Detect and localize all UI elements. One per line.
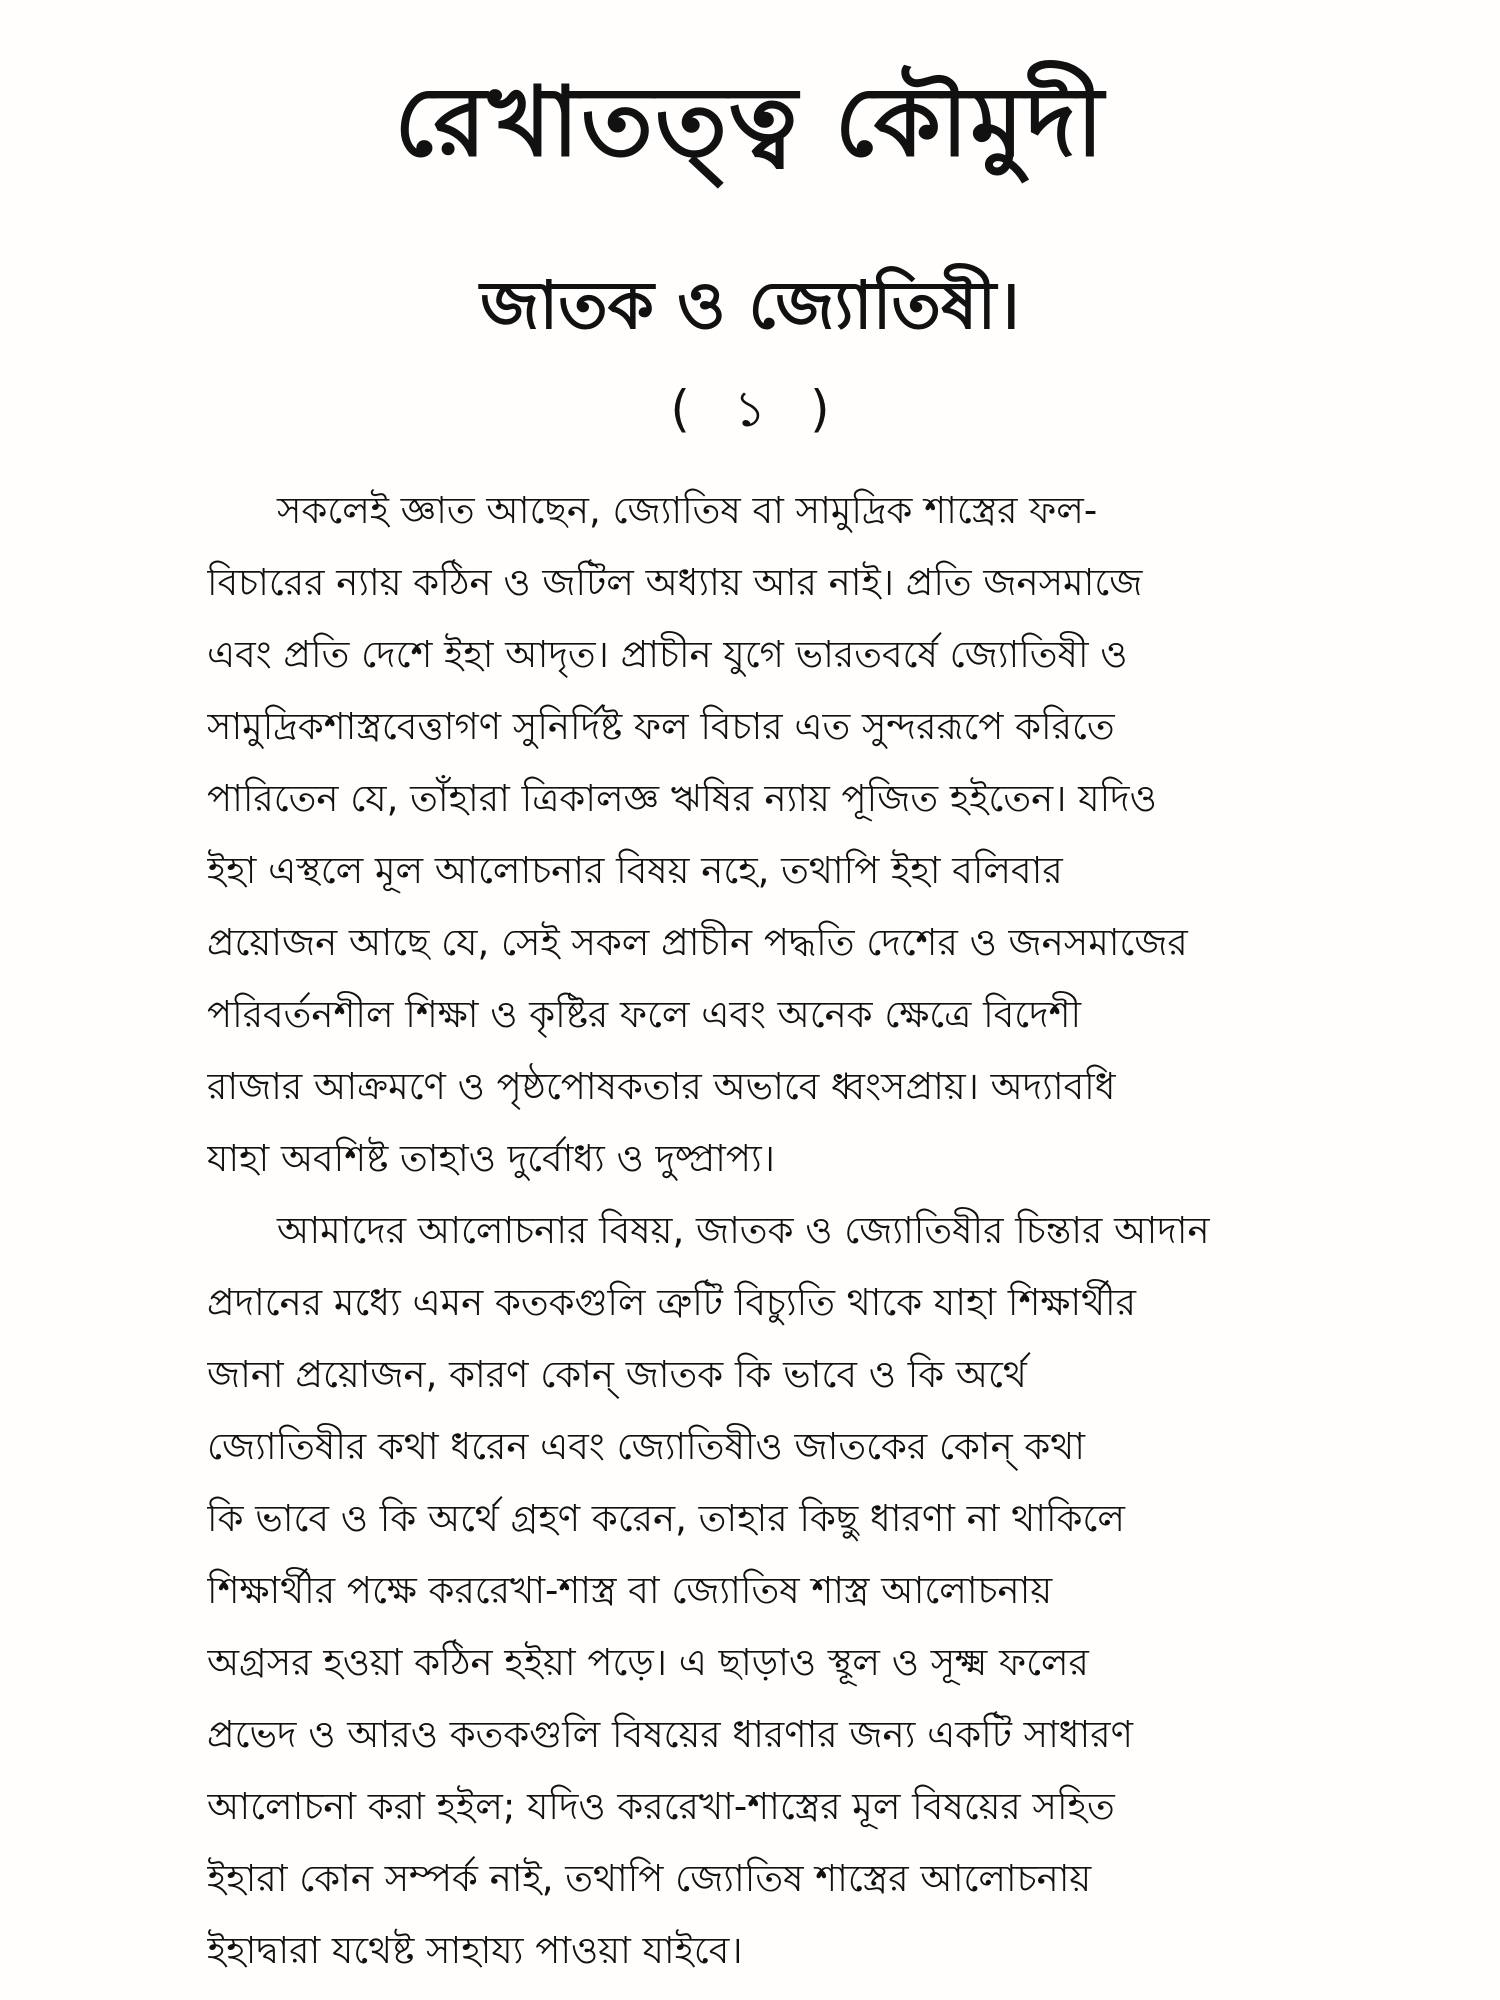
body-line: পরিবর্তনশীল শিক্ষা ও কৃষ্টির ফলে এবং অনেক ক্ষেত্রে বিদেশী bbox=[207, 993, 1082, 1036]
body-text bbox=[207, 475, 1315, 1987]
body-line: সামুদ্রিকশাস্ত্রবেত্তাগণ সুনির্দিষ্ট ফল বিচার এত সুন্দররূপে করিতে bbox=[207, 705, 1115, 748]
body-line: জানা প্রয়োজন, কারণ কোন্ জাতক কি ভাবে ও কি অর্থে bbox=[207, 1353, 1027, 1396]
book-title: রেখাতত্ত্ব কৌমুদী bbox=[394, 66, 1106, 178]
body-line: প্রভেদ ও আরও কতকগুলি বিষয়ের ধারণার জন্য একটি সাধারণ bbox=[207, 1713, 1133, 1756]
body-line: আমাদের আলোচনার বিষয়, জাতক ও জ্যোতিষীর চিন্তার আদান bbox=[277, 1209, 1210, 1252]
body-line: আলোচনা করা হইল; যদিও কররেখা-শাস্ত্রের মূল বিষয়ের সহিত bbox=[207, 1785, 1115, 1828]
body-line: ইহা এস্থলে মূল আলোচনার বিষয় নহে, তথাপি ইহা বলিবার bbox=[207, 849, 1063, 892]
body-line: জ্যোতিষীর কথা ধরেন এবং জ্যোতিষীও জাতকের কোন্ কথা bbox=[207, 1425, 1085, 1468]
body-line: ইহাদ্বারা যথেষ্ট সাহায্য পাওয়া যাইবে। bbox=[207, 1929, 743, 1972]
body-line: এবং প্রতি দেশে ইহা আদৃত। প্রাচীন যুগে ভারতবর্ষে জ্যোতিষী ও bbox=[207, 633, 1128, 676]
body-line: অগ্রসর হওয়া কঠিন হইয়া পড়ে। এ ছাড়াও স্থূল ও সূক্ষ্ম ফলের bbox=[207, 1641, 1089, 1684]
body-line: বিচারের ন্যায় কঠিন ও জটিল অধ্যায় আর নাই। প্রতি জনসমাজে bbox=[207, 561, 1143, 604]
section-number: ( ১ ) bbox=[670, 380, 830, 438]
body-line: সকলেই জ্ঞাত আছেন, জ্যোতিষ বা সামুদ্রিক শাস্ত্রের ফল- bbox=[277, 489, 1098, 532]
body-line: শিক্ষার্থীর পক্ষে কররেখা-শাস্ত্র বা জ্যোতিষ শাস্ত্র আলোচনায় bbox=[207, 1569, 1053, 1612]
body-line: রাজার আক্রমণে ও পৃষ্ঠপোষকতার অভাবে ধ্বংসপ্রায়। অদ্যাবধি bbox=[207, 1065, 1116, 1108]
body-line: পারিতেন যে, তাঁহারা ত্রিকালজ্ঞ ঋষির ন্যায় পূজিত হইতেন। যদিও bbox=[207, 777, 1157, 820]
body-line: কি ভাবে ও কি অর্থে গ্রহণ করেন, তাহার কিছু ধারণা না থাকিলে bbox=[207, 1497, 1125, 1540]
body-line: ইহারা কোন সম্পর্ক নাই, তথাপি জ্যোতিষ শাস্ত্রের আলোচনায় bbox=[207, 1857, 1092, 1900]
body-line: প্রদানের মধ্যে এমন কতকগুলি ত্রুটি বিচ্যুতি থাকে যাহা শিক্ষার্থীর bbox=[207, 1281, 1136, 1324]
body-line: প্রয়োজন আছে যে, সেই সকল প্রাচীন পদ্ধতি দেশের ও জনসমাজের bbox=[207, 921, 1188, 964]
body-line: যাহা অবশিষ্ট তাহাও দুর্বোধ্য ও দুষ্প্রাপ্য। bbox=[207, 1137, 775, 1180]
chapter-title: জাতক ও জ্যোতিষী। bbox=[480, 267, 1020, 344]
